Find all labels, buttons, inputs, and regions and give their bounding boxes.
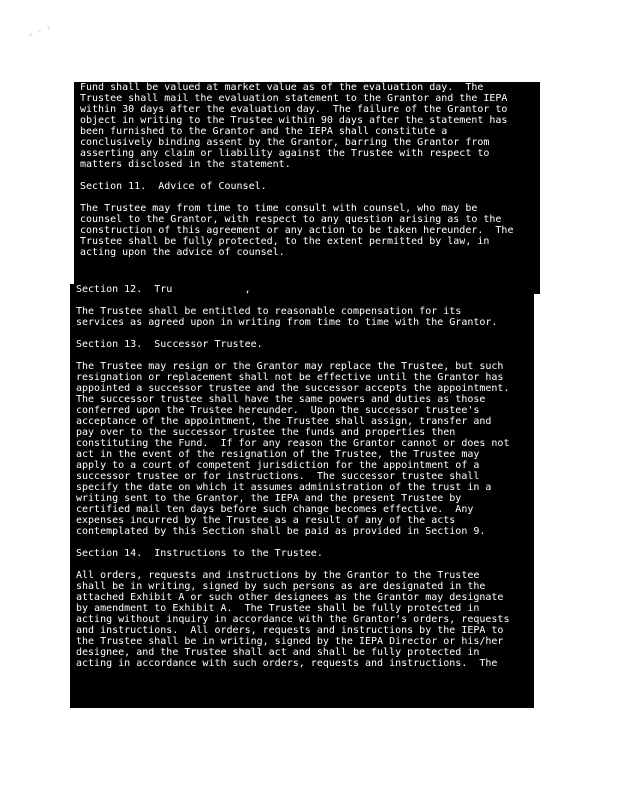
text-line: object in writing to the Trustee within 90 days after the statement has bbox=[80, 115, 508, 126]
text-line: acting without inquiry in accordance with the Grantor's orders, requests bbox=[76, 614, 510, 625]
text-line: shall be in writing, signed by such persons as are designated in the bbox=[76, 581, 486, 592]
text-line: Fund shall be valued at market value as of the evaluation day. The bbox=[80, 82, 484, 93]
text-line: acting in accordance with such orders, requests and instructions. The bbox=[76, 658, 498, 669]
section-11-heading: Section 11. Advice of Counsel. bbox=[80, 181, 267, 192]
section-12-body bbox=[76, 306, 528, 328]
text-line: constituting the Fund. If for any reason the Grantor cannot or does not bbox=[76, 438, 510, 449]
text-line: attached Exhibit A or such other designees as the Grantor may designate bbox=[76, 592, 504, 603]
section-12-heading: Section 12. Tru , bbox=[76, 284, 251, 295]
text-line: within 30 days after the evaluation day. The failure of the Grantor to bbox=[80, 104, 508, 115]
text-line: services as agreed upon in writing from time to time with the Grantor. bbox=[76, 317, 498, 328]
text-line: The successor trustee shall have the same powers and duties as those bbox=[76, 394, 486, 405]
text-line: specify the date on which it assumes administration of the trust in a bbox=[76, 482, 492, 493]
text-line: acceptance of the appointment, the Trustee shall assign, transfer and bbox=[76, 416, 492, 427]
text-line: certified mail ten days before such change becomes effective. Any bbox=[76, 504, 474, 515]
text-line: conclusively binding assent by the Grantor, barring the Grantor from bbox=[80, 137, 490, 148]
section-14-body bbox=[76, 570, 528, 669]
section-13-heading: Section 13. Successor Trustee. bbox=[76, 339, 263, 350]
text-line: pay over to the successor trustee the funds and properties then bbox=[76, 427, 456, 438]
text-line: conferred upon the Trustee hereunder. Upon the successor trustee's bbox=[76, 405, 480, 416]
text-line: counsel to the Grantor, with respect to any question arising as to the bbox=[80, 214, 502, 225]
text-line: The Trustee may resign or the Grantor may replace the Trustee, but such bbox=[76, 361, 504, 372]
text-line: resignation or replacement shall not be effective until the Grantor has bbox=[76, 372, 504, 383]
text-line: designee, and the Trustee shall act and shall be fully protected in bbox=[76, 647, 480, 658]
text-line: writing sent to the Grantor, the IEPA and the present Trustee by bbox=[76, 493, 462, 504]
text-line: acting upon the advice of counsel. bbox=[80, 247, 285, 258]
text-line: and instructions. All orders, requests and instructions by the IEPA to bbox=[76, 625, 504, 636]
text-line: contemplated by this Section shall be paid as provided in Section 9. bbox=[76, 526, 486, 537]
text-line: successor trustee or for instructions. The successor trustee shall bbox=[76, 471, 480, 482]
text-line: matters disclosed in the statement. bbox=[80, 159, 291, 170]
text-line: The Trustee may from time to time consult with counsel, who may be bbox=[80, 203, 478, 214]
text-line: by amendment to Exhibit A. The Trustee shall be fully protected in bbox=[76, 603, 480, 614]
bottom-text-block bbox=[70, 284, 534, 708]
text-line: Trustee shall mail the evaluation statement to the Grantor and the IEPA bbox=[80, 93, 508, 104]
text-line: been furnished to the Grantor and the IEPA shall constitute a bbox=[80, 126, 448, 137]
text-line: Trustee shall be fully protected, to the extent permitted by law, in bbox=[80, 236, 490, 247]
text-line: All orders, requests and instructions by the Grantor to the Trustee bbox=[76, 570, 480, 581]
text-line: The Trustee shall be entitled to reasonable compensation for its bbox=[76, 306, 462, 317]
text-line: act in the event of the resignation of the Trustee, the Trustee may bbox=[76, 449, 480, 460]
text-line: appointed a successor trustee and the successor accepts the appointment. bbox=[76, 383, 510, 394]
text-line: construction of this agreement or any action to be taken hereunder. The bbox=[80, 225, 514, 236]
section-13-body bbox=[76, 361, 528, 537]
text-line: asserting any claim or liability against the Trustee with respect to bbox=[80, 148, 490, 159]
section-14-heading: Section 14. Instructions to the Trustee. bbox=[76, 548, 323, 559]
section-11-body bbox=[80, 203, 534, 258]
text-line: the Trustee shall be in writing, signed by the IEPA Director or his/her bbox=[76, 636, 504, 647]
evaluation-paragraph bbox=[80, 82, 534, 170]
top-text-block bbox=[74, 82, 540, 294]
scan-speck: ᵃ ᵉ ³ bbox=[27, 24, 53, 41]
text-line: expenses incurred by the Trustee as a result of any of the acts bbox=[76, 515, 456, 526]
text-line: apply to a court of competent jurisdiction for the appointment of a bbox=[76, 460, 480, 471]
